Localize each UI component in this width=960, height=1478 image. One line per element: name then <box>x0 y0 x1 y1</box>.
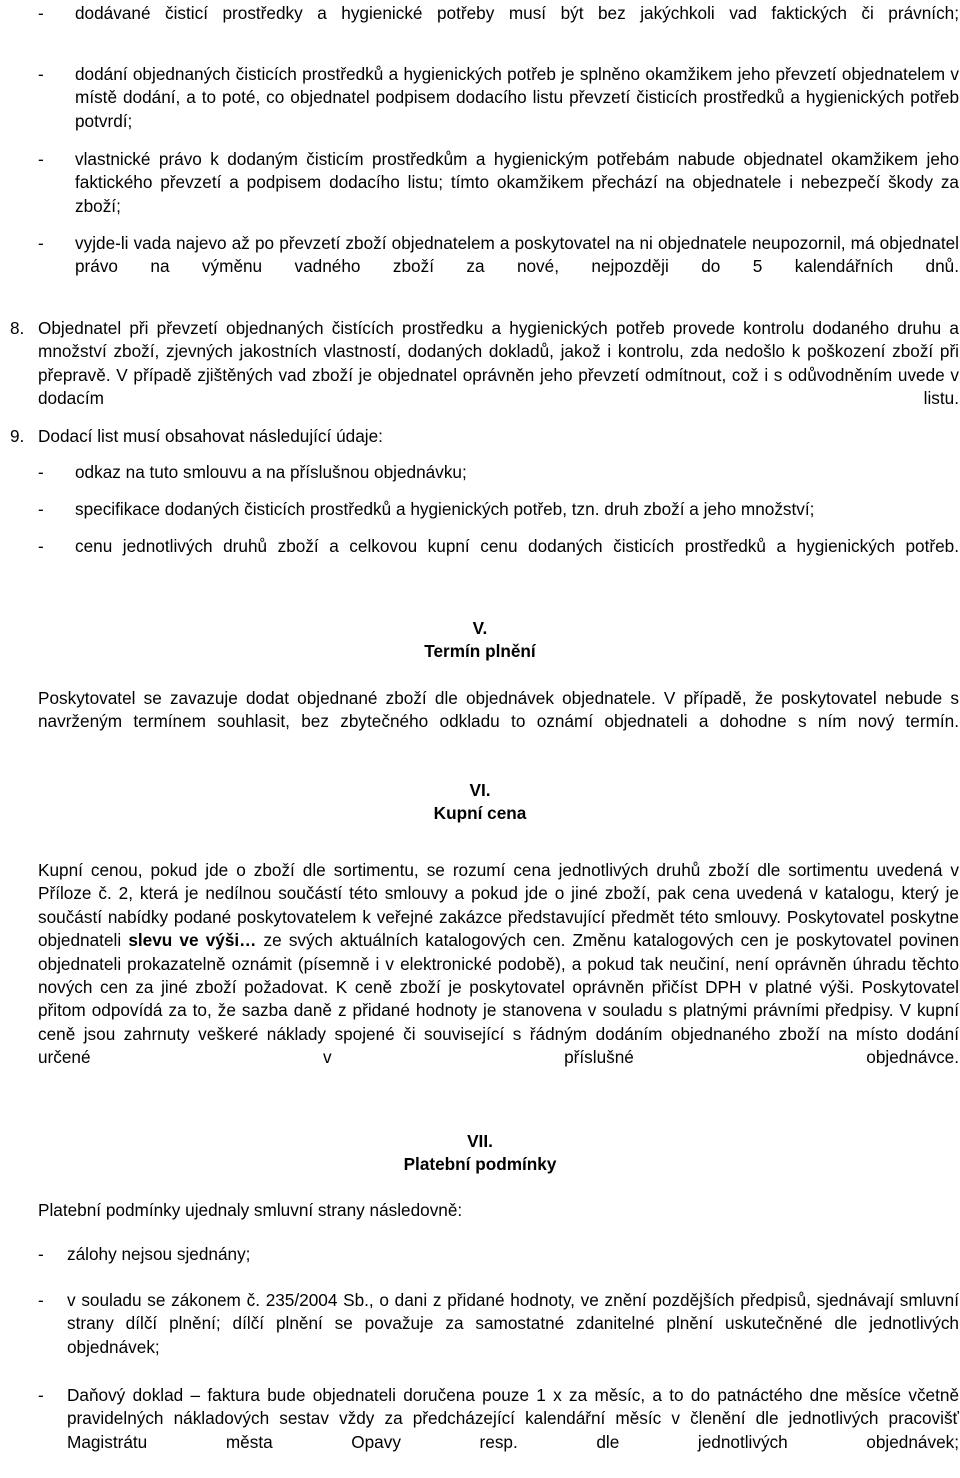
section-text: Poskytovatel se zavazuje dodat objednané zboží dle objednávek objednatele. V případě, že poskytovatel nebude s navrženým termínem souhlasit, bez zbytečného odkladu to oznámí objednateli a dohodne s ním nový termín. <box>38 688 959 732</box>
section-number: VI. <box>469 780 491 800</box>
bullet-dash: - <box>38 536 44 556</box>
bullet-text: specifikace dodaných čisticích prostředků a hygienických potřeb, tzn. druh zboží a jeho množství; <box>75 499 815 519</box>
section-text: Platební podmínky ujednaly smluvní strany následovně: <box>38 1200 463 1220</box>
section-text <box>38 859 959 1093</box>
section-title: Platební podmínky <box>403 1154 557 1174</box>
bullet-text: vlastnické právo k dodaným čisticím prostředkům a hygienickým potřebám nabude objednatel okamžikem jeho faktického převzetí a podpisem dodacího listu; tímto okamžikem přechází na objednatele i nebezpečí škody za zboží; <box>75 149 959 216</box>
bullet-dash: - <box>38 149 44 169</box>
bullet-text: dodávané čisticí prostředky a hygienické potřeby musí být bez jakýchkoli vad faktických či právních; <box>75 3 959 23</box>
bullet-text: v souladu se zákonem č. 235/2004 Sb., o dani z přidané hodnoty, ve znění pozdějších předpisů, sjednávají smluvní strany dílčí plnění; dílčí plnění se považuje za samostatné zdanitelné plnění uskutečněné dle jednotlivých objednávek; <box>67 1290 959 1357</box>
bullet-dash: - <box>38 1244 44 1264</box>
item-text: Objednatel při převzetí objednaných čistících prostředku a hygienických potřeb provede kontrolu dodaného druhu a množství zboží, zjevných jakostních vlastností, dodaných dokladů, jakož i kontrolu, zda nedošlo k poškození zboží při přepravě. V případě zjištěných vad zboží je objednatel oprávněn jeho převzetí odmítnout, což i s odůvodněním uvede v dodacím listu. <box>38 318 959 409</box>
item-number: 9. <box>10 426 25 446</box>
item-text: Dodací list musí obsahovat následující údaje: <box>38 426 383 446</box>
bullet-dash: - <box>38 1290 44 1310</box>
section-text-part: Kupní cenou, pokud jde o zboží dle sortimentu, se rozumí cena jednotlivých druhů zboží dle sortimentu uvedená v Příloze č. 2, která je nedílnou součástí této smlouvy a pokud jde o jiné zboží, pak cena uvedená v katalogu, který je součástí nabídky podané poskytovatelem k veřejné zakázce představující předmět této smlouvy. Poskytovatel poskytne objednateli <box>38 860 959 951</box>
bullet-text: dodání objednaných čisticích prostředků a hygienických potřeb je splněno okamžikem jeho převzetí objednatelem v místě dodání, a to poté, co objednatel podpisem dodacího listu převzetí čisticích prostředků a hygienických potřeb potvrdí; <box>75 64 959 131</box>
bullet-dash: - <box>38 64 44 84</box>
item-number: 8. <box>10 318 25 338</box>
section-number: VII. <box>467 1131 493 1151</box>
bullet-text: zálohy nejsou sjednány; <box>67 1244 251 1264</box>
discount-placeholder: slevu ve výši… <box>128 930 257 951</box>
bullet-dash: - <box>38 462 44 482</box>
bullet-text: odkaz na tuto smlouvu a na příslušnou objednávku; <box>75 462 467 482</box>
section-title: Kupní cena <box>433 803 527 823</box>
section-number: V. <box>472 618 488 638</box>
bullet-text: Daňový doklad – faktura bude objednateli doručena pouze 1 x za měsíc, a to do patnáctého dne měsíce včetně pravidelných nákladových sestav vždy za předcházející kalendářní měsíc v členění dle jednotlivých pracovišť Magistrátu města Opavy resp. dle jednotlivých objednávek; <box>67 1385 959 1452</box>
bullet-text: cenu jednotlivých druhů zboží a celkovou kupní cenu dodaných čisticích prostředků a hygienických potřeb. <box>75 536 959 556</box>
section-text-part: ze svých aktuálních katalogových cen. Změnu katalogových cen je poskytovatel povinen objednateli prokazatelně oznámit (písemně i v elektronické podobě), a pokud tak neučiní, není oprávněn úhradu těchto nových cen za jiné zboží požadovat. K ceně zboží je poskytovatel oprávněn přičíst DPH v platné výši. Poskytovatel přitom odpovídá za to, že sazba daně z přidané hodnoty je stanovena v souladu s platnými právními předpisy. V kupní ceně jsou zahrnuty veškeré náklady spojené či související s řádným dodáním objednaného zboží na místo dodání určené v příslušné objednávce. <box>38 930 959 1068</box>
section-title: Termín plnění <box>424 641 536 661</box>
bullet-dash: - <box>38 1385 44 1405</box>
bullet-text: vyjde-li vada najevo až po převzetí zboží objednatelem a poskytovatel na ni objednatele neupozornil, má objednatel právo na výměnu vadného zboží za nové, nejpozději do 5 kalendářních dnů. <box>75 233 959 277</box>
bullet-dash: - <box>38 233 44 253</box>
bullet-dash: - <box>38 499 44 519</box>
bullet-dash: - <box>38 3 44 23</box>
